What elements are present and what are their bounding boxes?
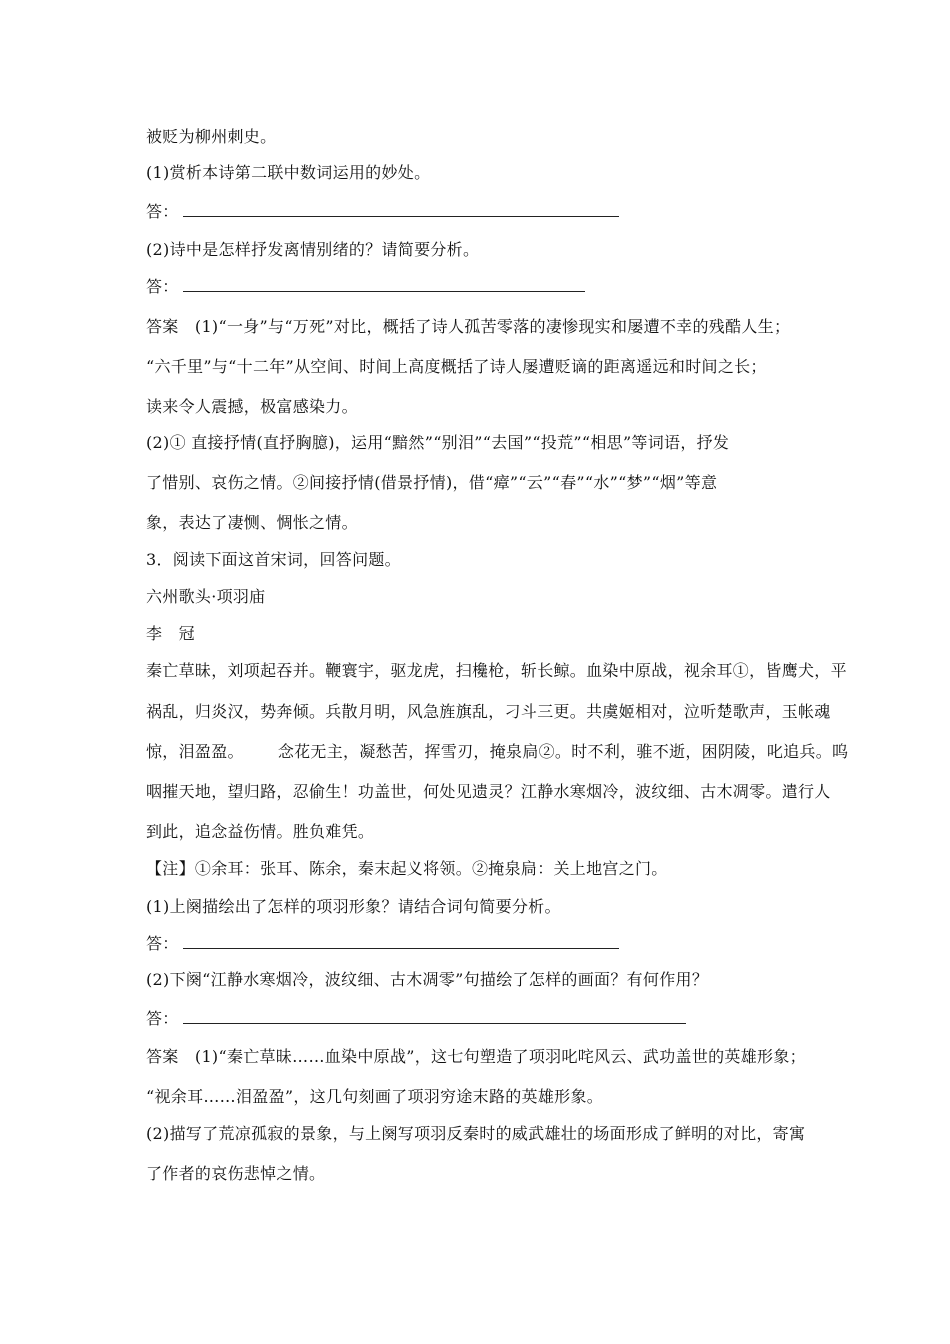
answer-text: “六千里”与“十二年”从空间、时间上高度概括了诗人屡遭贬谪的距离遥远和时间之长； [146,357,767,376]
answer-line [146,202,619,222]
answer-line [146,1009,686,1029]
answer-line [146,277,585,297]
answer-text: 答案 (1)“一身”与“万死”对比，概括了诗人孤苦零落的凄惨现实和屡遭不幸的残酷人生； [146,317,791,336]
answer-blank[interactable] [183,202,619,217]
question-2: (2)诗中是怎样抒发离情别绪的？请简要分析。 [146,240,480,259]
poem-text [146,742,848,762]
answer-line [146,934,619,954]
poem-text: 祸乱，归炎汉，势奔倾。兵散月明，风急旌旗乱，刁斗三更。共虞姬相对，泣听楚歌声，玉帐魂 [146,702,831,721]
question-1: (1)赏析本诗第二联中数词运用的妙处。 [146,163,431,182]
poem-text-segment: 惊，泪盈盈。 [146,742,244,761]
poem-note: 【注】①余耳：张耳、陈余，秦末起义将领。②掩泉扃：关上地宫之门。 [146,859,668,878]
question-heading: 3．阅读下面这首宋词，回答问题。 [146,550,401,569]
answer-label: 答： [146,202,179,221]
poem-text: 到此，追念益伤情。胜负难凭。 [146,822,375,841]
answer-label: 答： [146,934,179,953]
answer-text: 了惜别、哀伤之情。②间接抒情(借景抒情)，借“瘴”“云”“春”“水”“梦”“烟”等意 [146,473,718,492]
answer-blank[interactable] [183,277,585,292]
poem-author: 李 冠 [146,624,195,643]
answer-text: 象，表达了凄恻、惆怅之情。 [146,513,358,532]
answer-text: 了作者的哀伤悲悼之情。 [146,1164,326,1183]
answer-label: 答： [146,1009,179,1028]
question-2: (2)下阕“江静水寒烟冷，波纹细、古木凋零”句描绘了怎样的画面？有何作用？ [146,970,709,989]
answer-label: 答： [146,277,179,296]
answer-blank[interactable] [183,934,619,949]
answer-text: 答案 (1)“秦亡草昧……血染中原战”，这七句塑造了项羽叱咤风云、武功盖世的英雄形象； [146,1047,806,1066]
answer-text: (2)描写了荒凉孤寂的景象，与上阕写项羽反秦时的威武雄壮的场面形成了鲜明的对比，寄寓 [146,1124,806,1143]
answer-text: 读来令人震撼，极富感染力。 [146,397,358,416]
poem-title: 六州歌头·项羽庙 [146,587,266,606]
answer-text: (2)① 直接抒情(直抒胸臆)，运用“黯然”“别泪”“去国”“投荒”“相思”等词语，抒发 [146,433,730,452]
answer-text: “视余耳……泪盈盈”，这几句刻画了项羽穷途末路的英雄形象。 [146,1087,604,1106]
poem-text-segment: 念花无主，凝愁苦，挥雪刃，掩泉扃②。时不利，骓不逝，困阴陵，叱追兵。呜 [277,742,849,761]
question-1: (1)上阕描绘出了怎样的项羽形象？请结合词句简要分析。 [146,897,561,916]
text-line: 被贬为柳州刺史。 [146,127,277,146]
poem-text: 秦亡草昧，刘项起吞并。鞭寰宇，驱龙虎，扫欃枪，斩长鲸。血染中原战，视余耳①，皆鹰犬，平 [146,661,847,680]
answer-blank[interactable] [183,1009,686,1024]
poem-text: 咽摧天地，望归路，忍偷生！功盖世，何处见遗灵？江静水寒烟冷，波纹细、古木凋零。遣行人 [146,782,831,801]
